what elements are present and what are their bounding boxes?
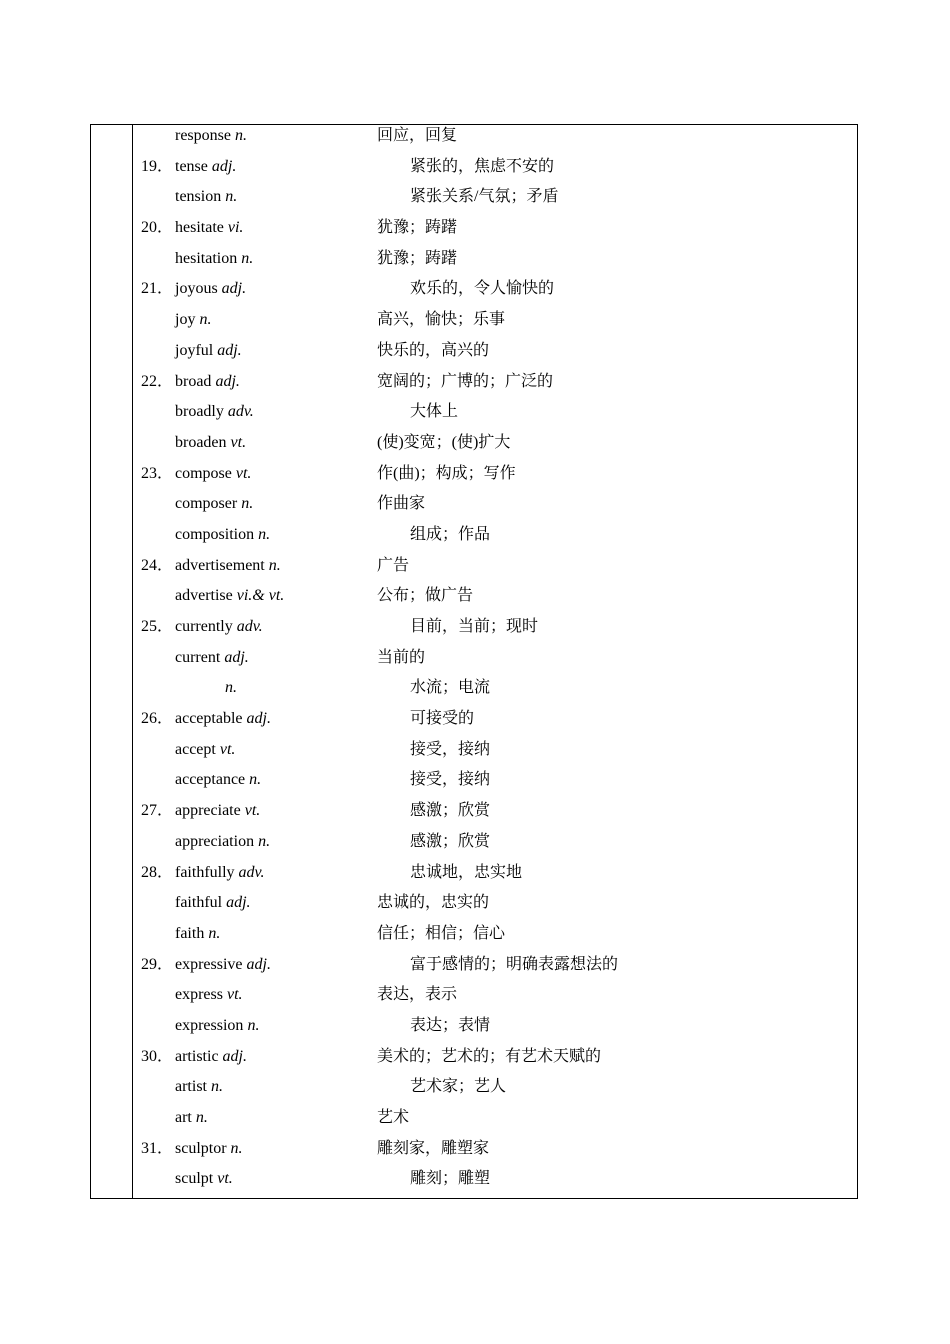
vocab-row <box>133 397 857 428</box>
part-of-speech: n. <box>211 1078 223 1096</box>
entry-meaning: 信任；相信；信心 <box>377 924 506 942</box>
entry-term <box>175 612 263 643</box>
entry-meaning: 作(曲)；构成；写作 <box>377 464 516 482</box>
entry-meaning: 忠诚地，忠实地 <box>410 863 523 881</box>
part-of-speech: adj. <box>246 710 271 728</box>
vocab-row <box>133 827 857 858</box>
part-of-speech: n. <box>234 127 247 144</box>
part-of-speech: adj. <box>217 341 242 359</box>
vocab-row <box>133 551 857 582</box>
entry-word: response <box>175 127 231 144</box>
part-of-speech: n. <box>195 1109 208 1126</box>
entry-term <box>175 1072 223 1103</box>
entry-word: expressive <box>175 955 243 973</box>
entry-word: joyful <box>175 341 214 359</box>
entry-term <box>175 1042 247 1073</box>
entry-term <box>175 520 270 551</box>
entry-meaning: 公布；做广告 <box>377 587 474 605</box>
part-of-speech: n. <box>268 556 281 574</box>
part-of-speech: vt. <box>235 464 252 482</box>
entry-word: faith <box>175 924 205 942</box>
vocab-row <box>133 858 857 889</box>
vocab-row <box>133 459 857 490</box>
entry-word: sculpt <box>175 1170 214 1188</box>
entry-term <box>175 121 247 152</box>
part-of-speech: adv. <box>236 618 263 635</box>
entry-term <box>175 428 246 459</box>
vocab-row <box>133 1164 857 1195</box>
part-of-speech: adv. <box>238 863 265 881</box>
part-of-speech: vt. <box>230 433 247 451</box>
vocab-row <box>133 765 857 796</box>
entry-word: broad <box>175 372 212 390</box>
entry-word: broadly <box>175 403 224 421</box>
entry-term <box>175 244 253 275</box>
entry-meaning: 表达，表示 <box>377 986 458 1004</box>
entry-word: hesitation <box>175 249 238 267</box>
entry-term <box>175 551 281 582</box>
entry-term <box>175 1103 208 1134</box>
entry-number: 23． <box>141 464 174 482</box>
entry-word: accept <box>175 740 216 758</box>
entry-word: composer <box>175 495 238 513</box>
entry-meaning: 紧张关系/气氛；矛盾 <box>410 188 559 206</box>
part-of-speech: adj. <box>222 1047 247 1065</box>
entry-word: artist <box>175 1078 207 1096</box>
vocab-row <box>133 1011 857 1042</box>
entry-term <box>175 305 211 336</box>
entry-number: 21． <box>141 280 174 298</box>
part-of-speech: n. <box>230 1139 243 1157</box>
part-of-speech: n. <box>258 832 271 850</box>
entry-word: faithful <box>175 894 223 912</box>
vocab-row <box>133 1042 857 1073</box>
part-of-speech: adj. <box>211 157 237 175</box>
entry-term <box>175 704 271 735</box>
part-of-speech: n. <box>241 249 254 267</box>
entry-meaning: 快乐的，高兴的 <box>377 341 490 359</box>
vocab-row <box>133 950 857 981</box>
entry-meaning: 感激；欣赏 <box>410 832 491 850</box>
entry-term <box>175 643 249 674</box>
entry-term <box>175 765 261 796</box>
part-of-speech: adv. <box>227 403 254 421</box>
part-of-speech: n. <box>199 311 212 329</box>
part-of-speech: n. <box>247 1016 260 1034</box>
entry-word: joy <box>175 311 196 329</box>
entry-meaning: 组成；作品 <box>410 525 491 543</box>
entry-word: current <box>175 648 221 666</box>
entry-term <box>175 796 260 827</box>
entry-meaning: 目前，当前；现时 <box>410 618 539 635</box>
entry-word: faithfully <box>175 863 235 881</box>
entry-meaning: 忠诚的，忠实的 <box>377 894 490 912</box>
entry-word: art <box>175 1109 192 1126</box>
vocab-row <box>133 919 857 950</box>
part-of-speech: adj. <box>221 280 247 298</box>
entry-meaning: 雕刻；雕塑 <box>410 1170 491 1188</box>
entry-number: 25． <box>141 618 174 635</box>
part-of-speech: vt. <box>217 1170 233 1188</box>
part-of-speech: n. <box>225 679 237 697</box>
entry-word: appreciation <box>175 832 255 850</box>
entry-meaning: 艺术家；艺人 <box>410 1078 507 1096</box>
vocab-row <box>133 182 857 213</box>
entry-meaning: 大体上 <box>410 403 459 421</box>
entry-term <box>175 459 251 490</box>
part-of-speech: adj. <box>246 955 271 973</box>
vocab-row <box>133 1134 857 1165</box>
entry-number: 28． <box>141 863 174 881</box>
entry-word: expression <box>175 1016 244 1034</box>
entry-word: sculptor <box>175 1139 227 1157</box>
entry-meaning: 作曲家 <box>377 495 426 513</box>
entry-term <box>175 489 253 520</box>
part-of-speech: vi. <box>227 219 244 237</box>
vocab-list <box>133 121 857 1195</box>
vocab-row <box>133 489 857 520</box>
entry-word: hesitate <box>175 219 224 237</box>
entry-meaning: 当前的 <box>377 648 426 666</box>
entry-meaning: 紧张的，焦虑不安的 <box>410 157 555 175</box>
entry-term <box>175 858 264 889</box>
entry-term <box>175 336 242 367</box>
part-of-speech: n. <box>208 924 221 942</box>
entry-number: 24． <box>141 556 174 574</box>
entry-meaning: 富于感情的；明确表露想法的 <box>410 955 619 973</box>
entry-term <box>175 950 271 981</box>
entry-word: artistic <box>175 1047 219 1065</box>
entry-meaning: 美术的；艺术的；有艺术天赋的 <box>377 1047 602 1065</box>
entry-word: tension <box>175 188 222 206</box>
part-of-speech: vi.& vt. <box>236 587 285 605</box>
vocab-row <box>133 888 857 919</box>
entry-number: 19． <box>141 157 174 175</box>
entry-word: acceptable <box>175 710 243 728</box>
vocab-row <box>133 213 857 244</box>
entry-meaning: 欢乐的，令人愉快的 <box>410 280 555 298</box>
vocab-row <box>133 796 857 827</box>
entry-meaning: 宽阔的；广博的；广泛的 <box>377 372 554 390</box>
entry-number: 31． <box>141 1139 174 1157</box>
entry-meaning: 犹豫；踌躇 <box>377 219 458 237</box>
vocab-row <box>133 735 857 766</box>
vocab-row <box>133 581 857 612</box>
vocab-row <box>133 121 857 152</box>
entry-meaning: 犹豫；踌躇 <box>377 249 458 267</box>
vocab-row <box>133 428 857 459</box>
entry-word: joyous <box>175 280 218 298</box>
entry-word: advertise <box>175 587 233 605</box>
entry-meaning: 雕刻家，雕塑家 <box>377 1139 490 1157</box>
entry-meaning: 回应，回复 <box>377 127 458 144</box>
part-of-speech: n. <box>241 495 254 513</box>
part-of-speech: n. <box>249 771 262 789</box>
vocab-row <box>133 367 857 398</box>
part-of-speech: adj. <box>215 372 240 390</box>
part-of-speech: n. <box>225 188 238 206</box>
entry-meaning: 广告 <box>377 556 410 574</box>
part-of-speech: n. <box>258 525 271 543</box>
entry-term <box>175 980 243 1011</box>
entry-number: 22． <box>141 372 174 390</box>
entry-meaning: 可接受的 <box>410 710 475 728</box>
vocab-row <box>133 980 857 1011</box>
entry-number: 20． <box>141 219 174 237</box>
entry-word: advertisement <box>175 556 265 574</box>
entry-meaning: 接受，接纳 <box>410 740 491 758</box>
entry-meaning: 水流；电流 <box>410 679 491 697</box>
vocab-row <box>133 520 857 551</box>
entry-meaning: 接受，接纳 <box>410 771 491 789</box>
vocab-row <box>133 1103 857 1134</box>
entry-word: currently <box>175 618 233 635</box>
entry-word: compose <box>175 464 232 482</box>
entry-meaning: (使)变宽；(使)扩大 <box>377 433 511 451</box>
entry-word: broaden <box>175 433 227 451</box>
entry-term <box>175 919 220 950</box>
entry-term <box>175 213 243 244</box>
vocab-row <box>133 244 857 275</box>
part-of-speech: vt. <box>244 802 261 820</box>
entry-meaning: 高兴，愉快；乐事 <box>377 311 506 329</box>
entry-word: tense <box>175 157 208 175</box>
entry-term <box>225 673 237 704</box>
entry-meaning: 艺术 <box>377 1109 410 1126</box>
entry-term <box>175 367 240 398</box>
vocab-row <box>133 305 857 336</box>
entry-meaning: 感激；欣赏 <box>410 802 491 820</box>
entry-number: 29． <box>141 955 174 973</box>
vocab-row <box>133 152 857 183</box>
vocab-row <box>133 336 857 367</box>
entry-word: composition <box>175 525 255 543</box>
entry-meaning: 表达；表情 <box>410 1016 491 1034</box>
vocab-row <box>133 1072 857 1103</box>
entry-term <box>175 1011 259 1042</box>
vocab-row <box>133 612 857 643</box>
entry-term <box>175 274 246 305</box>
entry-term <box>175 397 254 428</box>
entry-term <box>175 1134 243 1165</box>
entry-term <box>175 1164 233 1195</box>
part-of-speech: adj. <box>226 894 251 912</box>
entry-number: 30． <box>141 1047 174 1065</box>
entry-term <box>175 581 284 612</box>
entry-term <box>175 182 237 213</box>
part-of-speech: vt. <box>226 986 243 1004</box>
entry-word: appreciate <box>175 802 241 820</box>
entry-term <box>175 735 235 766</box>
vocab-row <box>133 673 857 704</box>
vocab-row <box>133 643 857 674</box>
entry-word: acceptance <box>175 771 246 789</box>
entry-term <box>175 152 236 183</box>
vocab-row <box>133 704 857 735</box>
part-of-speech: vt. <box>219 740 236 758</box>
part-of-speech: adj. <box>224 648 249 666</box>
entry-term <box>175 888 251 919</box>
entry-number: 27． <box>141 802 174 820</box>
entry-number: 26． <box>141 710 174 728</box>
entry-term <box>175 827 270 858</box>
vocab-row <box>133 274 857 305</box>
entry-word: express <box>175 986 223 1004</box>
